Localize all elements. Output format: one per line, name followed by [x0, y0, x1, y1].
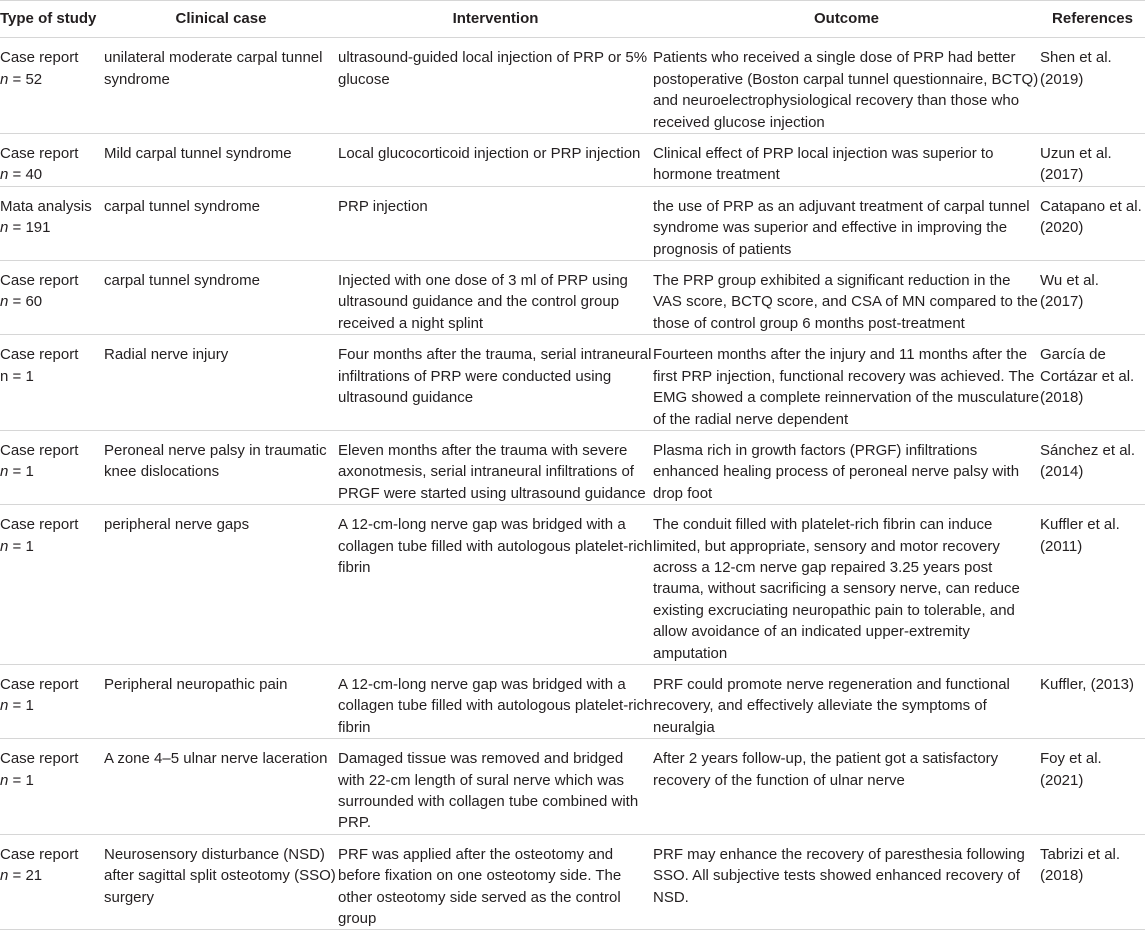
- cell-outcome: PRF may enhance the recovery of paresthesia following SSO. All subjective tests showed enhanced recovery of NSD.: [653, 834, 1040, 930]
- cell-clinical-case: A zone 4–5 ulnar nerve laceration: [104, 739, 338, 835]
- cell-reference: Foy et al. (2021): [1040, 739, 1145, 835]
- table-body: [0, 38, 1145, 930]
- sample-size: [0, 865, 104, 886]
- cell-reference: Uzun et al. (2017): [1040, 134, 1145, 187]
- study-type-label: Case report: [0, 845, 79, 863]
- cell-clinical-case: peripheral nerve gaps: [104, 505, 338, 665]
- study-type-label: Case report: [0, 145, 79, 163]
- sample-size-value: = 1: [8, 537, 34, 555]
- table-row: [0, 505, 1145, 665]
- cell-type-of-study: [0, 505, 104, 665]
- cell-outcome: The PRP group exhibited a significant reduction in the VAS score, BCTQ score, and CSA of MN compared to the those of control group 6 months post-treatment: [653, 261, 1040, 335]
- sample-size-symbol: n: [0, 70, 9, 88]
- cell-intervention: Eleven months after the trauma with severe axonotmesis, serial intraneural infiltrations of PRGF were started using ultrasound guidance: [338, 430, 653, 504]
- sample-size-symbol: n: [0, 771, 9, 789]
- cell-reference: Kuffler, (2013): [1040, 664, 1145, 738]
- cell-intervention: PRF was applied after the osteotomy and before fixation on one osteotomy side. The other osteotomy side served as the control group: [338, 834, 653, 930]
- cell-type-of-study: [0, 38, 104, 134]
- cell-outcome: Plasma rich in growth factors (PRGF) infiltrations enhanced healing process of peroneal nerve palsy with drop foot: [653, 430, 1040, 504]
- cell-type-of-study: [0, 186, 104, 260]
- study-type-label: Mata analysis: [0, 197, 92, 215]
- sample-size: [0, 695, 104, 716]
- table-row: [0, 134, 1145, 187]
- table-row: [0, 664, 1145, 738]
- cell-intervention: Injected with one dose of 3 ml of PRP using ultrasound guidance and the control group received a night splint: [338, 261, 653, 335]
- sample-size: [0, 770, 104, 791]
- cell-type-of-study: [0, 834, 104, 930]
- cell-clinical-case: Peroneal nerve palsy in traumatic knee dislocations: [104, 430, 338, 504]
- sample-size: [0, 217, 104, 238]
- cell-outcome: the use of PRP as an adjuvant treatment of carpal tunnel syndrome was superior and effective in improving the prognosis of patients: [653, 186, 1040, 260]
- cell-type-of-study: [0, 664, 104, 738]
- sample-size: [0, 164, 104, 185]
- sample-size-value: = 1: [8, 697, 34, 715]
- cell-clinical-case: Radial nerve injury: [104, 335, 338, 431]
- sample-size-symbol: n: [0, 166, 9, 184]
- sample-size-value: = 60: [8, 293, 43, 311]
- sample-size-value: = 1: [8, 463, 34, 481]
- cell-clinical-case: Neurosensory disturbance (NSD) after sagittal split osteotomy (SSO) surgery: [104, 834, 338, 930]
- cell-intervention: A 12-cm-long nerve gap was bridged with a collagen tube filled with autologous platelet-rich fibrin: [338, 664, 653, 738]
- sample-size: [0, 291, 104, 312]
- table-row: [0, 261, 1145, 335]
- cell-type-of-study: [0, 430, 104, 504]
- sample-size: [0, 366, 104, 387]
- cell-reference: Shen et al. (2019): [1040, 38, 1145, 134]
- sample-size-value: = 52: [8, 70, 43, 88]
- cell-outcome: PRF could promote nerve regeneration and functional recovery, and effectively alleviate the symptoms of neuralgia: [653, 664, 1040, 738]
- cell-type-of-study: [0, 335, 104, 431]
- cell-intervention: Damaged tissue was removed and bridged with 22-cm length of sural nerve which was surrounded with collagen tube combined with PRP.: [338, 739, 653, 835]
- cell-outcome: Patients who received a single dose of PRP had better postoperative (Boston carpal tunnel questionnaire, BCTQ) and neuroelectrophysiological recovery than those who received glucose injection: [653, 38, 1040, 134]
- study-type-label: Case report: [0, 272, 79, 290]
- sample-size-symbol: n: [0, 367, 9, 385]
- cell-reference: Wu et al. (2017): [1040, 261, 1145, 335]
- cell-type-of-study: [0, 134, 104, 187]
- sample-size-value: = 1: [8, 367, 34, 385]
- cell-reference: Kuffler et al. (2011): [1040, 505, 1145, 665]
- cell-clinical-case: Peripheral neuropathic pain: [104, 664, 338, 738]
- header-references: References: [1040, 1, 1145, 38]
- cell-intervention: Four months after the trauma, serial intraneural infiltrations of PRP were conducted using ultrasound guidance: [338, 335, 653, 431]
- sample-size-symbol: n: [0, 293, 9, 311]
- cell-type-of-study: [0, 739, 104, 835]
- cell-outcome: Fourteen months after the injury and 11 months after the first PRP injection, functional recovery was achieved. The EMG showed a complete reinnervation of the musculature of the radial nerve dependent: [653, 335, 1040, 431]
- study-type-label: Case report: [0, 346, 79, 364]
- cell-clinical-case: unilateral moderate carpal tunnel syndrome: [104, 38, 338, 134]
- cell-intervention: PRP injection: [338, 186, 653, 260]
- header-type-of-study: Type of study: [0, 1, 104, 38]
- cell-reference: Tabrizi et al. (2018): [1040, 834, 1145, 930]
- cell-type-of-study: [0, 261, 104, 335]
- cell-outcome: After 2 years follow-up, the patient got a satisfactory recovery of the function of ulnar nerve: [653, 739, 1040, 835]
- sample-size: [0, 461, 104, 482]
- table-row: [0, 739, 1145, 835]
- cell-reference: Catapano et al. (2020): [1040, 186, 1145, 260]
- table-row: [0, 834, 1145, 930]
- sample-size-value: = 1: [8, 771, 34, 789]
- study-type-label: Case report: [0, 441, 79, 459]
- study-type-label: Case report: [0, 49, 79, 67]
- sample-size: [0, 69, 104, 90]
- table-row: [0, 38, 1145, 134]
- header-intervention: Intervention: [338, 1, 653, 38]
- cell-reference: García de Cortázar et al. (2018): [1040, 335, 1145, 431]
- sample-size-value: = 40: [8, 166, 43, 184]
- sample-size-value: = 21: [8, 867, 43, 885]
- cell-intervention: A 12-cm-long nerve gap was bridged with a collagen tube filled with autologous platelet-rich fibrin: [338, 505, 653, 665]
- sample-size-symbol: n: [0, 219, 9, 237]
- sample-size-symbol: n: [0, 463, 9, 481]
- cell-outcome: Clinical effect of PRP local injection was superior to hormone treatment: [653, 134, 1040, 187]
- study-type-label: Case report: [0, 750, 79, 768]
- table-row: [0, 430, 1145, 504]
- sample-size-value: = 191: [8, 219, 51, 237]
- table-row: [0, 335, 1145, 431]
- table-header: [0, 1, 1145, 38]
- study-type-label: Case report: [0, 516, 79, 534]
- sample-size: [0, 536, 104, 557]
- cell-outcome: The conduit filled with platelet-rich fibrin can induce limited, but appropriate, sensory and motor recovery across a 12-cm nerve gap repaired 3.25 years post trauma, without sacrificing a sensory nerve, can reduce existing excruciating neuropathic pain to tolerable, and allow avoidance of an indicated upper-extremity amputation: [653, 505, 1040, 665]
- table-row: [0, 186, 1145, 260]
- cell-clinical-case: carpal tunnel syndrome: [104, 186, 338, 260]
- header-row: [0, 1, 1145, 38]
- header-clinical-case: Clinical case: [104, 1, 338, 38]
- sample-size-symbol: n: [0, 697, 9, 715]
- cell-intervention: ultrasound-guided local injection of PRP or 5% glucose: [338, 38, 653, 134]
- header-outcome: Outcome: [653, 1, 1040, 38]
- study-type-label: Case report: [0, 675, 79, 693]
- cell-reference: Sánchez et al. (2014): [1040, 430, 1145, 504]
- sample-size-symbol: n: [0, 537, 9, 555]
- sample-size-symbol: n: [0, 867, 9, 885]
- cell-clinical-case: carpal tunnel syndrome: [104, 261, 338, 335]
- cell-clinical-case: Mild carpal tunnel syndrome: [104, 134, 338, 187]
- cell-intervention: Local glucocorticoid injection or PRP injection: [338, 134, 653, 187]
